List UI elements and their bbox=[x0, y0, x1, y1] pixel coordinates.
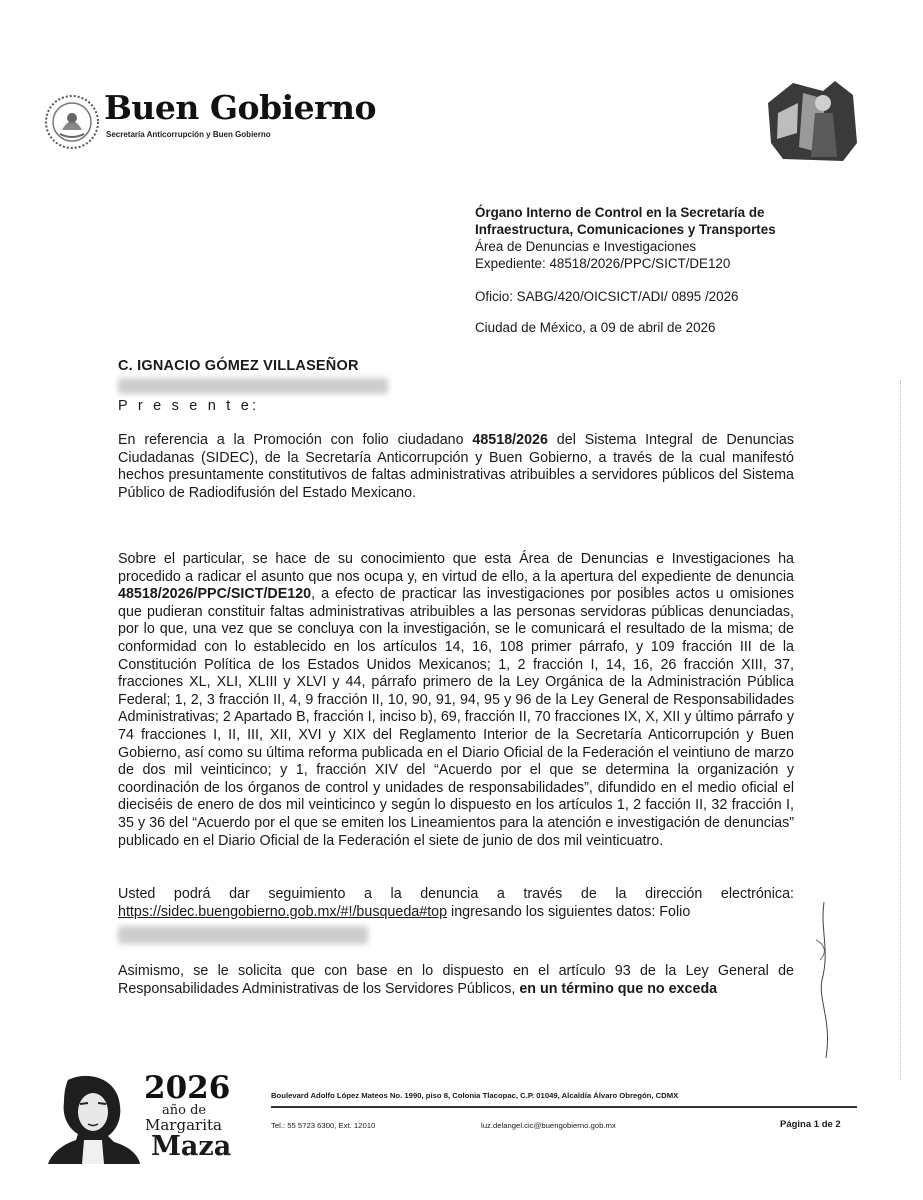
year-caption: año de bbox=[162, 1103, 207, 1118]
footer-email[interactable]: luz.delangel.cic@buengobierno.gob.mx bbox=[481, 1121, 616, 1130]
recipient-name: C. IGNACIO GÓMEZ VILLASEÑOR bbox=[118, 358, 359, 374]
scan-edge-marks bbox=[900, 380, 911, 1080]
paragraph-2-text: Sobre el particular, se hace de su conocimiento que esta Área de Denuncias e Investigaciones ha procedido a radicar el asunto que nos ocupa y, en virtud de ello, a la apertura del expediente de denuncia bbox=[118, 551, 794, 585]
date-line: Ciudad de México, a 09 de abril de 2026 bbox=[475, 320, 716, 335]
paragraph-1-text-cont: del Sistema Integral de Denuncias Ciudadanas (SIDEC), de la Secretaría Anticorrupción y Buen Gobierno, a través de la cual manifestó hechos presuntamente constitutivos de faltas administrativas atribuibles a servidores públicos del Sistema Público de Radiodifusión del Estado Mexicano. bbox=[118, 432, 794, 501]
footer-divider bbox=[271, 1106, 857, 1108]
historic-figure-flag-icon bbox=[763, 73, 863, 165]
year-name-first: Margarita bbox=[145, 1116, 222, 1134]
redacted-folio bbox=[118, 926, 368, 944]
paragraph-3 bbox=[118, 886, 794, 921]
page-number: Página 1 de 2 bbox=[780, 1119, 841, 1130]
year-name-last: Maza bbox=[151, 1131, 232, 1162]
paragraph-2-text-cont: , a efecto de practicar las investigaciones por posibles actos u omisiones que pudieran constituir faltas administrativas atribuibles a las personas servidoras públicas denunciadas, por lo que, una vez que se concluya con la investigación, se le comunicará el resultado de la misma; de conformidad con lo establecido en los artículos 14, 16, 108 primer párrafo, y 109 fracción III de la Constitución Política de los Estados Unidos Mexicanos; 1, 2 fracción I, 14, 16, 26 fracción XIII, 37, fracciones XL, XLI, XLIII y XLVI y 44, párrafo primero de la Ley Orgánica de la Administración Pública Federal; 1, 2, 3 fracción II, 4, 9 fracción II, 10, 90, 91, 94, 95 y 96 de la Ley General de Responsabilidades Administrativas; 2 Apartado B, fracción I, inciso b), 69, fracción II, 70 fracciones IX, X, XII y último párrafo y 74 fracciones I, II, III, XII, XVI y XIX del Reglamento Interior de la Secretaría Anticorrupción y Buen Gobierno, así como su última reforma publicada en el Diario Oficial de la Federación el veintiuno de marzo de dos mil veinticinco; y 1, fracción XIV del “Acuerdo por el que se determina la organización y coordinación de los órganos de control y unidades de responsabilidades”, difundido en el medio oficial el dieciséis de enero de dos mil veinticinco y según lo dispuesto en los artículos 1, 2 facción II, 32 fracción I, 35 y 36 del “Acuerdo por el que se emiten los Lineamientos para la atención e investigación de denuncias” publicado en el Diario Oficial de la Federación el siete de junio de dos mil veinticuatro. bbox=[118, 586, 794, 849]
issuer-block bbox=[475, 204, 835, 272]
folio-number: 48518/2026 bbox=[472, 432, 548, 448]
paragraph-1 bbox=[118, 432, 794, 502]
paragraph-3-text: Usted podrá dar seguimiento a la denuncia a través de la dirección electrónica: bbox=[118, 886, 794, 902]
paragraph-4-bold: en un término que no exceda bbox=[519, 980, 718, 997]
footer-address: Boulevard Adolfo López Mateos No. 1990, piso 8, Colonia Tlacopac, C.P. 01049, Alcaldía Álvaro Obregón, CDMX bbox=[271, 1091, 679, 1100]
paragraph-1-text: En referencia a la Promoción con folio ciudadano bbox=[118, 432, 473, 448]
redacted-address bbox=[118, 378, 388, 394]
expediente: Expediente: 48518/2026/PPC/SICT/DE120 bbox=[475, 256, 731, 271]
mexico-coat-of-arms-icon bbox=[44, 94, 100, 150]
paragraph-4-text: Asimismo, se le solicita que con base en lo dispuesto en el artículo 93 de la Ley General de Responsabilidades Administrativas de los Servidores Públicos, bbox=[118, 963, 794, 997]
issuer-line-2: Infraestructura, Comunicaciones y Transportes bbox=[475, 222, 776, 237]
issuer-line-3: Área de Denuncias e Investigaciones bbox=[475, 239, 697, 254]
expediente-number: 48518/2026/PPC/SICT/DE120 bbox=[118, 586, 312, 603]
sidec-link[interactable]: https://sidec.buengobierno.gob.mx/#!/busqueda#top bbox=[118, 903, 448, 920]
paragraph-4 bbox=[118, 963, 794, 998]
footer-telephone: Tel.: 55 5723 6300, Ext. 12010 bbox=[271, 1121, 376, 1130]
paragraph-3-text-cont: ingresando los siguientes datos: Folio bbox=[447, 903, 691, 920]
greeting: P r e s e n t e: bbox=[118, 398, 260, 414]
oficio-number: Oficio: SABG/420/OICSICT/ADI/ 0895 /2026 bbox=[475, 289, 739, 304]
paragraph-2 bbox=[118, 551, 794, 850]
handwritten-mark-icon bbox=[810, 900, 840, 1060]
brand-subtitle: Secretaría Anticorrupción y Buen Gobierno bbox=[106, 130, 271, 139]
brand-title: Buen Gobierno bbox=[104, 88, 377, 127]
margarita-maza-portrait-icon bbox=[48, 1072, 140, 1164]
issuer-line-1: Órgano Interno de Control en la Secretaría de bbox=[475, 205, 765, 220]
year-number: 2026 bbox=[144, 1070, 231, 1106]
